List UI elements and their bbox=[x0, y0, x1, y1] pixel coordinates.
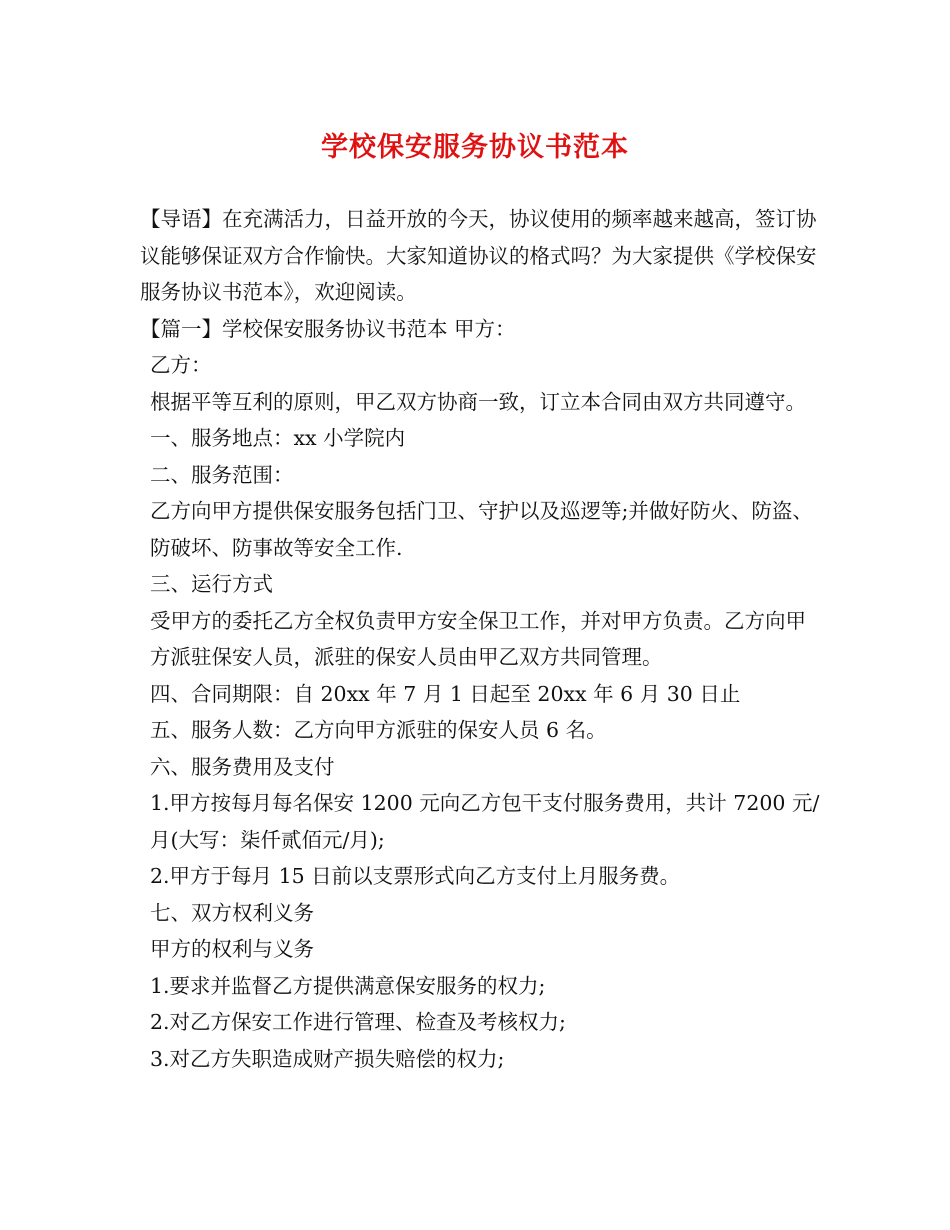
subheading: 甲方的权利与义务 bbox=[150, 937, 314, 961]
clause-heading: 三、运行方式 bbox=[150, 572, 273, 596]
list-item: 2.对乙方保安工作进行管理、检查及考核权力; bbox=[150, 1010, 566, 1034]
list-item: 3.对乙方失职造成财产损失赔偿的权力; bbox=[150, 1046, 505, 1071]
body-paragraph: 根据平等互利的原则，甲乙双方协商一致，订立本合同由双方共同遵守。 bbox=[150, 389, 806, 414]
list-item: 1.要求并监督乙方提供满意保安服务的权力; bbox=[150, 973, 546, 998]
clause-heading: 四、合同期限：自 20xx 年 7 月 1 日起至 20xx 年 6 月 30 日止 bbox=[150, 681, 741, 706]
body-paragraph: 受甲方的委托乙方全权负责甲方安全保卫工作，并对甲方负责。乙方向甲方派驻保安人员，派驻的保安人员由甲乙双方共同管理。 bbox=[150, 608, 806, 669]
intro-paragraph: 【导语】在充满活力，日益开放的今天，协议使用的频率越来越高，签订协议能够保证双方合作愉快。大家知道协议的格式吗？为大家提供《学校保安服务协议书范本》，欢迎阅读。 bbox=[140, 207, 817, 304]
party-b-line: 乙方： bbox=[150, 353, 212, 377]
document-body bbox=[140, 201, 820, 1077]
body-paragraph: 乙方向甲方提供保安服务包括门卫、守护以及巡逻等;并做好防火、防盗、防破坏、防事故等安全工作. bbox=[150, 499, 813, 560]
clause-heading: 五、服务人数：乙方向甲方派驻的保安人员 6 名。 bbox=[150, 718, 607, 742]
clause-heading: 七、双方权利义务 bbox=[150, 900, 314, 925]
list-item: 2.甲方于每月 15 日前以支票形式向乙方支付上月服务费。 bbox=[150, 864, 681, 888]
document-title: 学校保安服务协议书范本 bbox=[321, 132, 629, 163]
clause-heading: 二、服务范围： bbox=[150, 462, 294, 487]
clause-heading: 一、服务地点：xx 小学院内 bbox=[150, 426, 406, 450]
list-item: 1.甲方按每月每名保安 1200 元向乙方包干支付服务费用，共计 7200 元/月(大写：柒仟贰佰元/月); bbox=[150, 791, 820, 852]
clause-heading: 六、服务费用及支付 bbox=[150, 754, 335, 779]
section-heading: 【篇一】学校保安服务协议书范本 甲方： bbox=[140, 316, 516, 341]
